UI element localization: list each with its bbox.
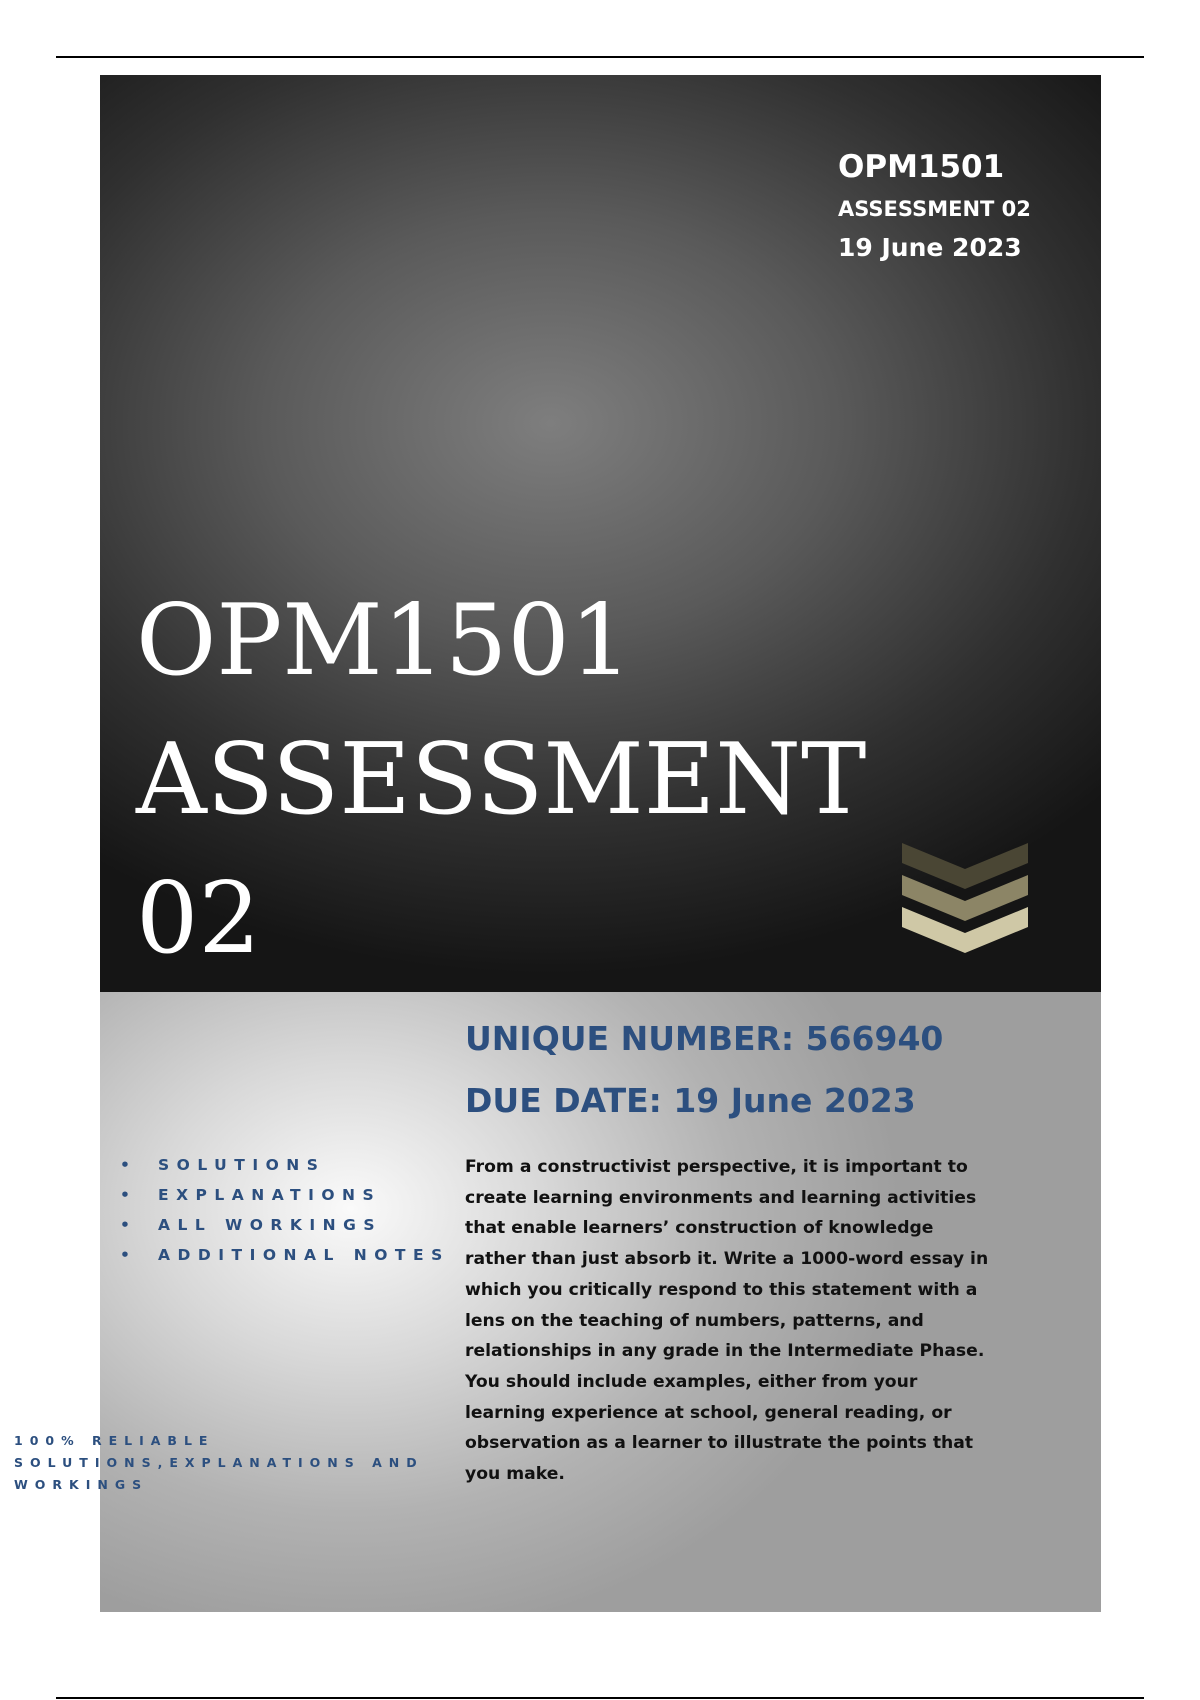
features-list [120, 1150, 450, 1270]
title-line-3: 02 [136, 862, 261, 976]
due-date: DUE DATE: 19 June 2023 [465, 1081, 916, 1120]
assessment-label: ASSESSMENT 02 [838, 197, 1031, 221]
bottom-rule [56, 1697, 1144, 1699]
feature-item: • ADDITIONAL NOTES [120, 1240, 450, 1270]
title-line-2: ASSESSMENT [136, 723, 867, 837]
assignment-details [465, 1008, 943, 1132]
reliability-note: 100% RELIABLE SOLUTIONS,EXPLANATIONS AND WORKINGS [14, 1433, 424, 1492]
chevron-top [902, 843, 1028, 889]
top-rule [56, 56, 1144, 58]
unique-number: UNIQUE NUMBER: 566940 [465, 1019, 944, 1058]
triple-chevron-down-icon [902, 833, 1028, 953]
header-block [838, 147, 1031, 265]
cover-dark-panel [100, 75, 1101, 992]
course-code: OPM1501 [838, 149, 1005, 185]
page-title [136, 572, 866, 989]
feature-item: • SOLUTIONS [120, 1150, 450, 1180]
feature-item: • ALL WORKINGS [120, 1210, 450, 1240]
essay-question: From a constructivist perspective, it is important to create learning environments and learning activities that enable learners’ construction of knowledge rather than just absorb it. Write a 1000-word essay in which you critically respond to this statement with a lens on the teaching of numbers, patterns, and relationships in any grade in the Intermediate Phase. You should include examples, either from your learning experience at school, general reading, or observation as a learner to illustrate the points that you make. [465, 1157, 989, 1485]
assessment-date: 19 June 2023 [838, 233, 1022, 262]
feature-item: • EXPLANATIONS [120, 1180, 450, 1210]
title-line-1: OPM1501 [136, 584, 633, 698]
